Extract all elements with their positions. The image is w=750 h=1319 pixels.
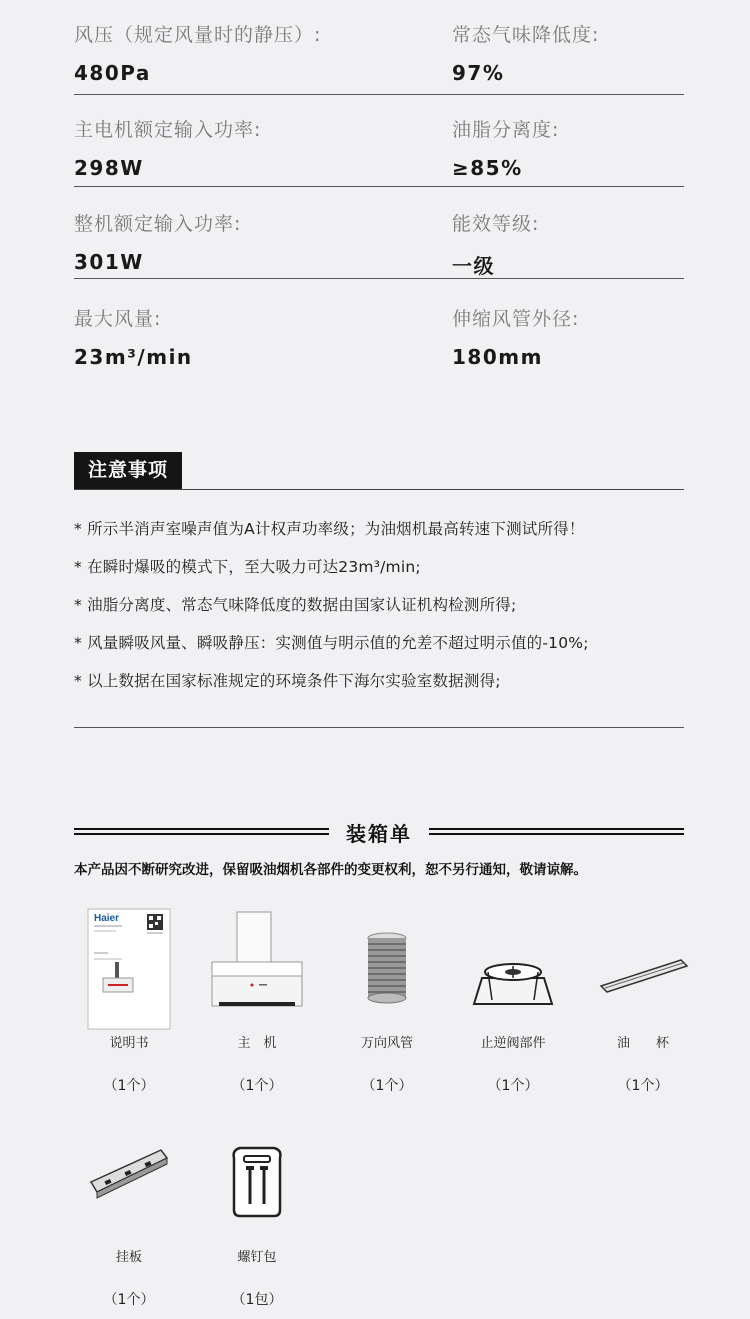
spec-label: 油脂分离度: xyxy=(452,119,560,141)
spec-cell xyxy=(74,115,261,180)
spec-label: 伸缩风管外径: xyxy=(452,308,580,330)
item-qty: （1包） xyxy=(231,1292,283,1308)
item-name: 万向风管 xyxy=(360,1036,413,1051)
spec-row xyxy=(74,278,684,370)
packing-item xyxy=(192,1122,322,1309)
spec-cell xyxy=(74,20,321,85)
item-qty: （1个） xyxy=(617,1078,669,1094)
notice-title: 注意事项 xyxy=(74,452,182,489)
manual-icon xyxy=(64,908,194,1028)
spec-value: 一级 xyxy=(452,254,495,278)
spec-cell xyxy=(74,304,193,369)
notice-item: * 所示半消声室噪声值为A计权声功率级；为油烟机最高转速下测试所得！ xyxy=(74,520,585,538)
packing-note: 本产品因不断研究改进，保留吸油烟机各部件的变更权利，恕不另行通知，敬请谅解。 xyxy=(74,862,587,878)
item-qty: （1个） xyxy=(231,1078,283,1094)
spec-value: 301W xyxy=(74,250,144,274)
packing-item xyxy=(578,908,708,1095)
item-name: 油 杯 xyxy=(616,1036,669,1051)
spec-label: 风压（规定风量时的静压）: xyxy=(74,24,322,46)
spec-label: 整机额定输入功率: xyxy=(74,213,242,235)
spec-value: ≥85% xyxy=(452,156,523,180)
item-qty: （1个） xyxy=(361,1078,413,1094)
notice-item: * 风量瞬吸风量、瞬吸静压：实测值与明示值的允差不超过明示值的-10%; xyxy=(74,634,589,652)
spec-label: 主电机额定输入功率: xyxy=(74,119,262,141)
spec-value: 23m³/min xyxy=(74,345,193,369)
spec-row xyxy=(74,186,684,279)
svg-text:Haier: Haier xyxy=(94,913,120,924)
notice-item: * 以上数据在国家标准规定的环境条件下海尔实验室数据测得; xyxy=(74,672,501,690)
screw-pack-icon xyxy=(192,1122,322,1242)
notice-item: * 油脂分离度、常态气味降低度的数据由国家认证机构检测所得; xyxy=(74,596,517,614)
check-valve-icon xyxy=(448,908,578,1028)
notice-list xyxy=(74,519,684,709)
item-name: 说明书 xyxy=(109,1036,149,1051)
spec-cell xyxy=(452,209,539,279)
spec-value: 180mm xyxy=(452,345,543,369)
range-hood-icon xyxy=(192,908,322,1028)
item-qty: （1个） xyxy=(103,1292,155,1308)
spec-label: 能效等级: xyxy=(452,213,540,235)
spec-row xyxy=(74,2,684,95)
spec-cell xyxy=(452,115,559,180)
item-name: 螺钉包 xyxy=(237,1250,277,1265)
spec-label: 最大风量: xyxy=(74,308,162,330)
spec-row xyxy=(74,94,684,187)
spec-cell xyxy=(74,209,241,274)
spec-value: 298W xyxy=(74,156,144,180)
item-name: 挂板 xyxy=(115,1250,142,1265)
packing-item xyxy=(64,1122,194,1309)
spec-cell xyxy=(452,304,579,369)
oil-cup-icon xyxy=(578,908,708,1028)
packing-item xyxy=(64,908,194,1095)
divider xyxy=(429,828,684,835)
packing-item xyxy=(322,908,452,1095)
spec-value: 97% xyxy=(452,61,505,85)
packing-title: 装箱单 xyxy=(346,822,412,846)
notice-item: * 在瞬时爆吸的模式下，至大吸力可达23m³/min; xyxy=(74,558,421,576)
notice-header xyxy=(74,452,684,490)
packing-header xyxy=(74,818,684,848)
item-qty: （1个） xyxy=(487,1078,539,1094)
spec-value: 480Pa xyxy=(74,61,151,85)
spec-cell xyxy=(452,20,599,85)
hanging-plate-icon xyxy=(64,1122,194,1242)
divider xyxy=(74,727,684,728)
duct-icon xyxy=(322,908,452,1028)
packing-item xyxy=(192,908,322,1095)
item-qty: （1个） xyxy=(103,1078,155,1094)
packing-item xyxy=(448,908,578,1095)
item-name: 主 机 xyxy=(237,1036,277,1051)
item-name: 止逆阀部件 xyxy=(480,1036,546,1051)
spec-label: 常态气味降低度: xyxy=(452,24,600,46)
